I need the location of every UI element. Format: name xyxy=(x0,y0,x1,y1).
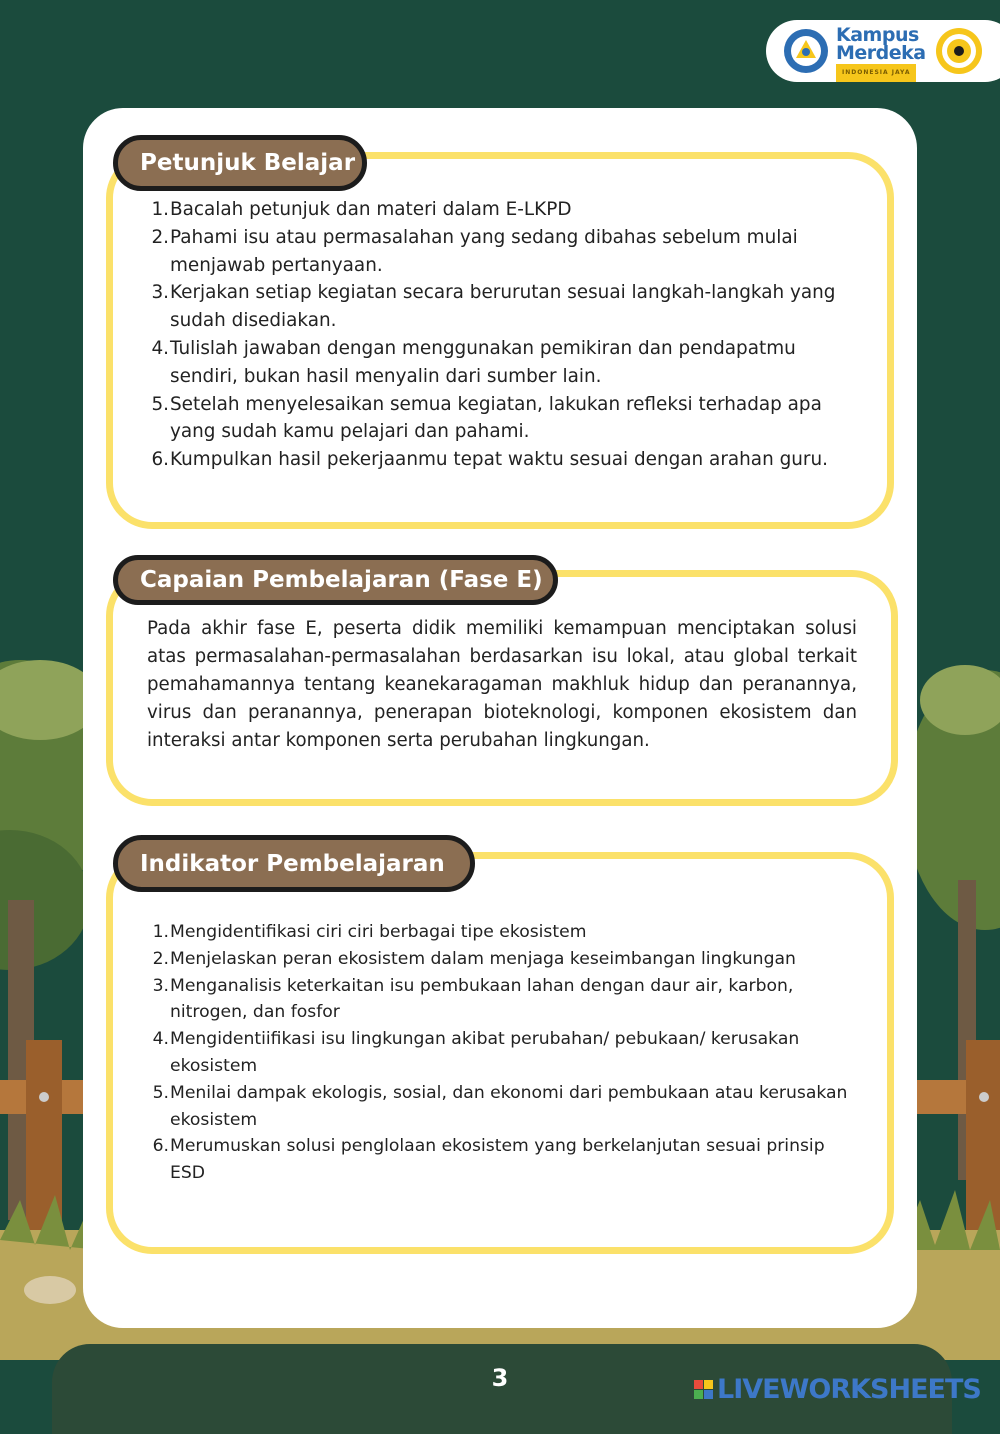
capaian-pembelajaran-heading xyxy=(113,555,558,605)
capaian-pembelajaran-title: Capaian Pembelajaran (Fase E) xyxy=(140,567,543,593)
list-item: 1. Mengidentifikasi ciri ciri berbagai tipe ekosistem xyxy=(152,919,852,946)
liveworksheets-icon xyxy=(694,1380,713,1399)
liveworksheets-text: LIVEWORKSHEETS xyxy=(717,1374,981,1405)
list-item: 2. Menjelaskan peran ekosistem dalam menjaga keseimbangan lingkungan xyxy=(152,946,852,973)
indikator-list xyxy=(152,919,852,1187)
kampus-merdeka-logo xyxy=(766,20,1000,82)
logo-subtitle: INDONESIA JAYA xyxy=(836,64,916,82)
list-item: 5. Menilai dampak ekologis, sosial, dan ekonomi dari pembukaan atau kerusakan ekosistem xyxy=(152,1080,852,1134)
indikator-pembelajaran-heading xyxy=(113,835,475,892)
logo-text-merdeka: Merdeka xyxy=(836,42,926,64)
list-item: 3. Kerjakan setiap kegiatan secara berurutan sesuai langkah-langkah yang sudah disediakan. xyxy=(152,279,852,335)
list-item: 1. Bacalah petunjuk dan materi dalam E-LKPD xyxy=(152,196,852,224)
petunjuk-belajar-title: Petunjuk Belajar xyxy=(140,150,356,176)
capaian-pembelajaran-text: Pada akhir fase E, peserta didik memiliki kemampuan menciptakan solusi atas permasalahan-permasalahan berdasarkan isu lokal, atau global terkait pemahamannya tentang keanekaragaman makhluk hidup dan peranannya, virus dan peranannya, penerapan bioteknologi, komponen ekosistem dan interaksi antar komponen serta perubahan lingkungan. xyxy=(147,618,857,751)
liveworksheets-brand[interactable] xyxy=(694,1374,981,1405)
indikator-pembelajaran-title: Indikator Pembelajaran xyxy=(140,850,445,877)
list-item: 6. Kumpulkan hasil pekerjaanmu tepat waktu sesuai dengan arahan guru. xyxy=(152,446,852,474)
list-item: 3. Menganalisis keterkaitan isu pembukaan lahan dengan daur air, karbon, nitrogen, dan fosfor xyxy=(152,973,852,1027)
petunjuk-belajar-heading xyxy=(113,135,367,191)
list-item: 2. Pahami isu atau permasalahan yang sedang dibahas sebelum mulai menjawab pertanyaan. xyxy=(152,224,852,280)
page-number: 3 xyxy=(491,1364,509,1392)
logo-text-kampus: Kampus xyxy=(836,24,919,46)
tut-wuri-handayani-icon xyxy=(782,28,830,74)
list-item: 4. Tulislah jawaban dengan menggunakan pemikiran dan pendapatmu sendiri, bukan hasil menyalin dari sumber lain. xyxy=(152,335,852,391)
list-item: 4. Mengidentiifikasi isu lingkungan akibat perubahan/ pebukaan/ kerusakan ekosistem xyxy=(152,1026,852,1080)
university-seal-icon xyxy=(934,26,984,76)
petunjuk-list xyxy=(152,196,852,474)
list-item: 6. Merumuskan solusi penglolaan ekosistem yang berkelanjutan sesuai prinsip ESD xyxy=(152,1133,852,1187)
list-item: 5. Setelah menyelesaikan semua kegiatan, lakukan refleksi terhadap apa yang sudah kamu pelajari dan pahami. xyxy=(152,391,852,447)
